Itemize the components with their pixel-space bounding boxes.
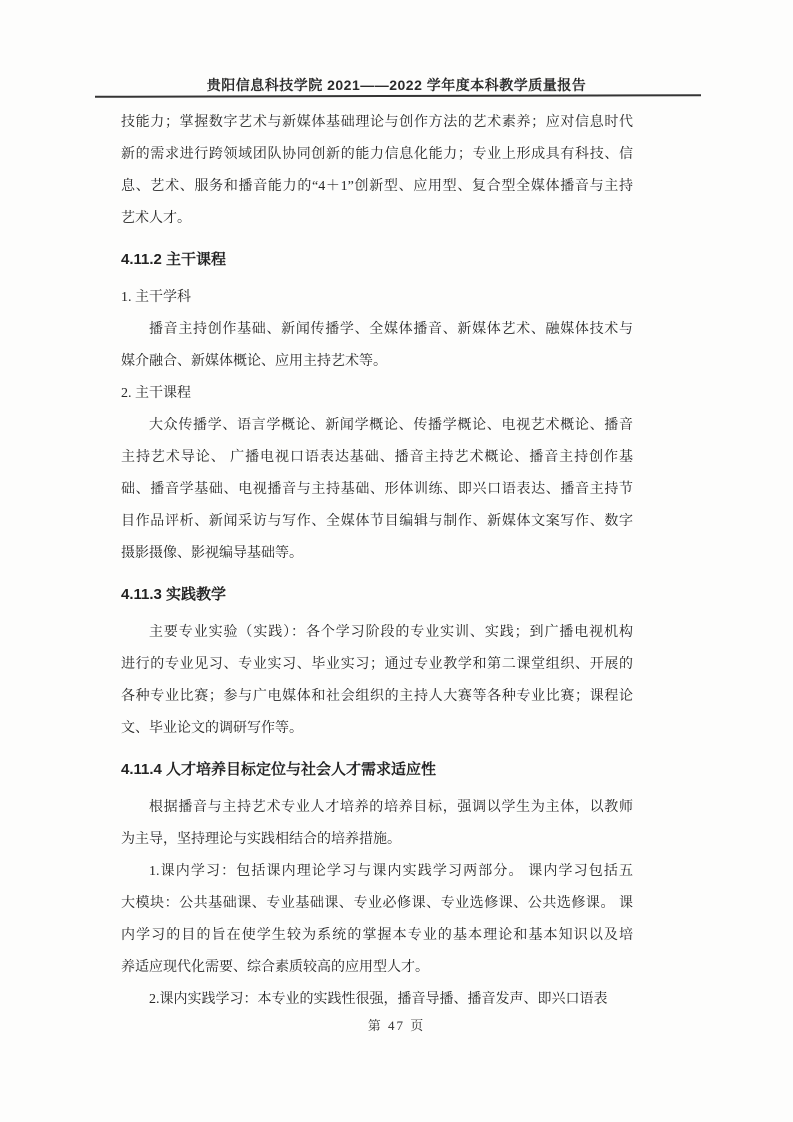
text-line: 息、艺术、服务和播音能力的“4＋1”创新型、应用型、复合型全媒体播音与主持 bbox=[121, 179, 633, 194]
text-line: 为主导，坚持理论与实践相结合的培养措施。 bbox=[121, 832, 401, 847]
paragraph bbox=[121, 107, 633, 235]
paragraph bbox=[121, 410, 633, 570]
document-body bbox=[121, 107, 633, 1016]
text-line: 2.课内实践学习：本专业的实践性很强，播音导播、播音发声、即兴口语表 bbox=[149, 992, 608, 1007]
header-rule bbox=[95, 94, 701, 98]
text-line: 养适应现代化需要、综合素质较高的应用型人才。 bbox=[121, 960, 429, 975]
text-line: 媒介融合、新媒体概论、应用主持艺术等。 bbox=[121, 354, 387, 369]
page-number: 第 47 页 bbox=[367, 1018, 426, 1033]
text-line: 目作品评析、新闻采访与写作、全媒体节目编辑与制作、新媒体文案写作、数字 bbox=[121, 514, 633, 529]
text-line: 1.课内学习：包括课内理论学习与课内实践学习两部分。 课内学习包括五 bbox=[149, 864, 633, 879]
text-line: 内学习的目的旨在使学生较为系统的掌握本专业的基本理论和基本知识以及培 bbox=[121, 928, 633, 943]
paragraph bbox=[121, 314, 633, 378]
section-heading: 4.11.4 人才培养目标定位与社会人才需求适应性 bbox=[121, 761, 437, 778]
text-line: 摄影摄像、影视编导基础等。 bbox=[121, 546, 303, 561]
text-line: 根据播音与主持艺术专业人才培养的培养目标，强调以学生为主体，以教师 bbox=[149, 800, 633, 815]
text-line: 大模块：公共基础课、专业基础课、专业必修课、专业选修课、公共选修课。 课 bbox=[121, 896, 633, 911]
text-line: 主要专业实验（实践）：各个学习阶段的专业实训、实践；到广播电视机构 bbox=[149, 625, 633, 640]
text-line: 播音主持创作基础、新闻传播学、全媒体播音、新媒体艺术、融媒体技术与 bbox=[149, 322, 633, 337]
text-line: 主持艺术导论、 广播电视口语表达基础、播音主持艺术概论、播音主持创作基 bbox=[121, 450, 633, 465]
text-line: 技能力；掌握数字艺术与新媒体基础理论与创作方法的艺术素养；应对信息时代 bbox=[121, 115, 633, 130]
paragraph bbox=[121, 856, 633, 984]
page-header-title: 贵阳信息科技学院 2021——2022 学年度本科教学质量报告 bbox=[206, 77, 587, 93]
text-line: 新的需求进行跨领域团队协同创新的能力信息化能力；专业上形成具有科技、信 bbox=[121, 147, 633, 162]
list-item: 2. 主干课程 bbox=[121, 386, 191, 401]
text-line: 文、毕业论文的调研写作等。 bbox=[121, 721, 303, 736]
paragraph bbox=[121, 792, 633, 856]
text-line: 各种专业比赛；参与广电媒体和社会组织的主持人大赛等各种专业比赛；课程论 bbox=[121, 689, 633, 704]
text-line: 础、播音学基础、电视播音与主持基础、形体训练、即兴口语表达、播音主持节 bbox=[121, 482, 633, 497]
paragraph bbox=[121, 984, 633, 1016]
section-heading: 4.11.2 主干课程 bbox=[121, 251, 227, 268]
text-line: 大众传播学、语言学概论、新闻学概论、传播学概论、电视艺术概论、播音 bbox=[149, 418, 633, 433]
paragraph bbox=[121, 617, 633, 745]
text-line: 艺术人才。 bbox=[121, 211, 191, 226]
section-heading: 4.11.3 实践教学 bbox=[121, 586, 227, 603]
list-item: 1. 主干学科 bbox=[121, 290, 191, 305]
text-line: 进行的专业见习、专业实习、毕业实习；通过专业教学和第二课堂组织、开展的 bbox=[121, 657, 633, 672]
